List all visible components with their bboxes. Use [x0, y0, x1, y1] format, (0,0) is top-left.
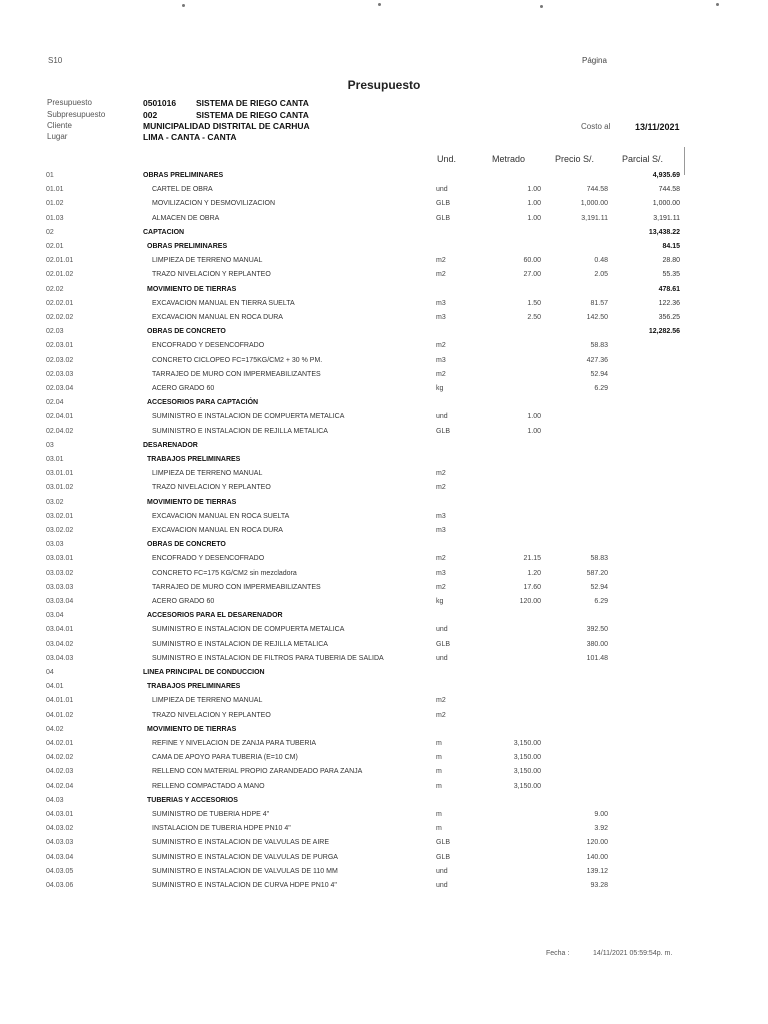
row-precio: 93.28 — [590, 882, 608, 889]
row-description: TRAZO NIVELACION Y REPLANTEO — [152, 271, 271, 279]
row-description: TRAZO NIVELACION Y REPLANTEO — [152, 711, 271, 719]
row-unit: m — [436, 740, 442, 747]
table-row — [0, 215, 768, 228]
row-item-code: 03.02 — [46, 498, 64, 506]
row-item-code: 02.03.01 — [46, 342, 74, 350]
row-unit: m — [436, 754, 442, 762]
table-row — [0, 854, 768, 867]
row-metrado: 27.00 — [523, 271, 541, 279]
row-description: LIMPIEZA DE TERRENO MANUAL — [152, 470, 263, 478]
row-description: RELLENO COMPACTADO A MANO — [152, 782, 265, 790]
row-unit: GLB — [436, 200, 451, 208]
row-parcial: 13,438.22 — [648, 228, 680, 236]
table-row — [0, 669, 768, 682]
row-description: EXCAVACION MANUAL EN ROCA SUELTA — [152, 512, 290, 520]
scan-dot — [540, 5, 543, 8]
table-row — [0, 754, 768, 767]
table-row — [0, 740, 768, 753]
table-row — [0, 641, 768, 654]
row-unit: m2 — [436, 257, 446, 265]
table-row — [0, 286, 768, 299]
row-description: EXCAVACION MANUAL EN ROCA DURA — [152, 527, 283, 534]
row-description: ENCOFRADO Y DESENCOFRADO — [152, 342, 265, 350]
costo-label: Costo al — [581, 122, 611, 131]
row-unit: und — [436, 413, 448, 421]
table-row — [0, 399, 768, 412]
row-metrado: 3,150.00 — [513, 782, 541, 790]
row-description: ALMACEN DE OBRA — [152, 214, 220, 222]
row-item-code: 03.03.01 — [46, 555, 74, 563]
row-item-code: 03.01.02 — [46, 484, 74, 492]
row-item-code: 04.03.05 — [46, 867, 74, 875]
row-description: MOVIMIENTO DE TIERRAS — [147, 498, 237, 506]
row-item-code: 04.02.03 — [46, 768, 74, 776]
row-precio: 587.20 — [586, 569, 608, 577]
scan-dot — [378, 3, 381, 6]
row-parcial: 55.35 — [662, 271, 680, 279]
row-description: TUBERIAS Y ACCESORIOS — [147, 796, 238, 804]
page-title: Presupuesto — [347, 78, 421, 92]
row-description: ACERO GRADO 60 — [152, 385, 215, 392]
row-parcial: 3,191.11 — [653, 214, 680, 222]
row-description: ENCOFRADO Y DESENCOFRADO — [152, 555, 265, 563]
row-item-code: 03.03.04 — [46, 598, 74, 605]
row-item-code: 02.04 — [46, 399, 64, 407]
row-item-code: 02.01.01 — [46, 257, 74, 265]
table-row — [0, 768, 768, 781]
row-description: REFINE Y NIVELACION DE ZANJA PARA TUBERIA — [152, 740, 317, 747]
row-metrado: 1.00 — [527, 214, 541, 222]
row-description: SUMINISTRO E INSTALACION DE REJILLA METALICA — [152, 427, 328, 435]
row-unit: m — [436, 825, 442, 833]
row-description: LIMPIEZA DE TERRENO MANUAL — [152, 697, 263, 705]
table-row — [0, 172, 768, 185]
row-item-code: 04.03.06 — [46, 882, 74, 889]
row-item-code: 03.04.03 — [46, 654, 74, 662]
table-row — [0, 371, 768, 384]
row-description: SUMINISTRO E INSTALACION DE VALVULAS DE 110 MM — [152, 867, 338, 875]
row-metrado: 1.00 — [527, 186, 541, 194]
row-precio: 9.00 — [594, 811, 608, 818]
row-item-code: 04.03.02 — [46, 825, 74, 833]
column-header-metrado: Metrado — [492, 154, 526, 164]
row-item-code: 02.03.04 — [46, 385, 74, 392]
row-unit: m — [436, 782, 442, 790]
row-metrado: 21.15 — [523, 555, 541, 563]
row-item-code: 04.02 — [46, 725, 64, 733]
row-unit: und — [436, 626, 448, 634]
row-item-code: 01.01 — [46, 186, 64, 194]
table-row — [0, 456, 768, 469]
row-description: TARRAJEO DE MURO CON IMPERMEABILIZANTES — [152, 583, 321, 591]
row-item-code: 03.04.02 — [46, 640, 74, 648]
row-item-code: 02.03.03 — [46, 370, 74, 378]
row-item-code: 03 — [46, 441, 54, 449]
table-row — [0, 612, 768, 625]
cliente-label: Cliente — [47, 121, 72, 130]
row-item-code: 04.03.04 — [46, 853, 74, 861]
row-description: MOVIMIENTO DE TIERRAS — [147, 725, 237, 733]
row-description: CAPTACION — [143, 228, 185, 236]
row-item-code: 04.01.01 — [46, 697, 74, 705]
row-metrado: 1.00 — [527, 427, 541, 435]
row-metrado: 3,150.00 — [513, 754, 541, 762]
row-item-code: 02.01.02 — [46, 271, 74, 279]
table-row — [0, 513, 768, 526]
row-metrado: 120.00 — [519, 598, 541, 605]
row-unit: m3 — [436, 512, 446, 520]
lugar-label: Lugar — [47, 132, 68, 141]
row-precio: 120.00 — [586, 839, 608, 847]
software-label: S10 — [48, 56, 63, 65]
row-precio: 3.92 — [594, 825, 608, 833]
row-description: SUMINISTRO E INSTALACION DE COMPUERTA METALICA — [152, 413, 345, 421]
table-row — [0, 328, 768, 341]
row-unit: m2 — [436, 271, 446, 279]
row-parcial: 1,000.00 — [652, 200, 680, 208]
presupuesto-label: Presupuesto — [47, 98, 92, 107]
row-item-code: 02.01 — [46, 243, 64, 250]
row-description: ACERO GRADO 60 — [152, 598, 215, 605]
table-row — [0, 825, 768, 838]
table-row — [0, 598, 768, 611]
row-metrado: 3,150.00 — [513, 768, 541, 776]
table-row — [0, 200, 768, 213]
row-precio: 2.05 — [594, 271, 608, 279]
row-description: SUMINISTRO E INSTALACION DE COMPUERTA METALICA — [152, 626, 345, 634]
table-row — [0, 697, 768, 710]
row-unit: m2 — [436, 370, 446, 378]
row-unit: kg — [436, 598, 444, 605]
row-precio: 427.36 — [586, 356, 608, 364]
row-description: CONCRETO FC=175 KG/CM2 sin mezcladora — [152, 569, 297, 577]
table-row — [0, 655, 768, 668]
subpresupuesto-code: 002 — [143, 110, 158, 120]
row-unit: m — [436, 811, 442, 818]
row-precio: 139.12 — [586, 867, 608, 875]
row-unit: GLB — [436, 214, 451, 222]
table-row — [0, 570, 768, 583]
row-item-code: 04.03.01 — [46, 811, 74, 818]
table-row — [0, 413, 768, 426]
table-row — [0, 342, 768, 355]
presupuesto-code: 0501016 — [143, 98, 177, 108]
row-unit: m2 — [436, 342, 446, 350]
row-item-code: 03.01.01 — [46, 470, 74, 478]
row-unit: m2 — [436, 484, 446, 492]
row-item-code: 04.03 — [46, 796, 64, 804]
table-row — [0, 882, 768, 895]
row-item-code: 03.04.01 — [46, 626, 74, 634]
fecha-label: Fecha : — [546, 950, 570, 957]
row-description: MOVIMIENTO DE TIERRAS — [147, 285, 237, 293]
table-row — [0, 484, 768, 497]
row-item-code: 04.02.04 — [46, 782, 74, 790]
row-precio: 744.58 — [586, 186, 608, 194]
table-row — [0, 257, 768, 270]
table-row — [0, 229, 768, 242]
table-row — [0, 385, 768, 398]
row-precio: 52.94 — [590, 583, 608, 591]
row-item-code: 02.02.01 — [46, 299, 74, 307]
row-description: ACCESORIOS PARA EL DESARENADOR — [147, 612, 283, 620]
column-header-precio: Precio S/. — [555, 154, 595, 164]
row-unit: m2 — [436, 583, 446, 591]
row-description: TRABAJOS PRELIMINARES — [147, 683, 241, 691]
row-metrado: 1.00 — [527, 200, 541, 208]
table-row — [0, 442, 768, 455]
row-item-code: 02.03 — [46, 328, 64, 336]
row-unit: m3 — [436, 527, 446, 534]
row-item-code: 04.01 — [46, 683, 64, 691]
table-row — [0, 683, 768, 696]
row-metrado: 60.00 — [523, 257, 541, 265]
row-item-code: 03.02.02 — [46, 527, 74, 534]
row-description: SUMINISTRO E INSTALACION DE FILTROS PARA TUBERIA DE SALIDA — [152, 654, 384, 662]
table-row — [0, 712, 768, 725]
row-parcial: 356.25 — [658, 314, 680, 321]
row-precio: 380.00 — [586, 640, 608, 648]
row-item-code: 02.04.02 — [46, 427, 74, 435]
row-unit: m2 — [436, 697, 446, 705]
row-precio: 142.50 — [586, 314, 608, 321]
row-item-code: 04.02.02 — [46, 754, 74, 762]
row-unit: m3 — [436, 314, 446, 321]
table-row — [0, 243, 768, 256]
table-row — [0, 783, 768, 796]
row-item-code: 04.02.01 — [46, 740, 74, 747]
row-parcial: 12,282.56 — [648, 328, 680, 336]
row-unit: GLB — [436, 640, 451, 648]
row-item-code: 02.02 — [46, 285, 64, 293]
row-unit: und — [436, 867, 448, 875]
row-metrado: 2.50 — [527, 314, 541, 321]
table-row — [0, 839, 768, 852]
row-description: EXCAVACION MANUAL EN TIERRA SUELTA — [152, 299, 295, 307]
row-description: MOVILIZACION Y DESMOVILIZACION — [152, 200, 276, 208]
row-item-code: 02.04.01 — [46, 413, 74, 421]
row-precio: 392.50 — [586, 626, 608, 634]
row-parcial: 744.58 — [658, 186, 680, 194]
column-header-parcial: Parcial S/. — [622, 154, 664, 164]
row-unit: GLB — [436, 853, 451, 861]
row-item-code: 01.03 — [46, 214, 64, 222]
table-row — [0, 555, 768, 568]
row-description: TARRAJEO DE MURO CON IMPERMEABILIZANTES — [152, 370, 321, 378]
row-description: LIMPIEZA DE TERRENO MANUAL — [152, 257, 263, 265]
table-row — [0, 626, 768, 639]
costo-date: 13/11/2021 — [635, 122, 680, 132]
subpresupuesto-label: Subpresupuesto — [47, 110, 106, 119]
subpresupuesto-name: SISTEMA DE RIEGO CANTA — [196, 110, 309, 120]
column-divider — [684, 147, 685, 175]
table-row — [0, 357, 768, 370]
row-item-code: 02.02.02 — [46, 314, 74, 321]
row-parcial: 28.80 — [662, 257, 680, 265]
table-row — [0, 428, 768, 441]
row-parcial: 478.61 — [658, 285, 680, 293]
table-row — [0, 797, 768, 810]
row-item-code: 03.03 — [46, 541, 64, 549]
row-item-code: 02.03.02 — [46, 356, 74, 364]
row-unit: und — [436, 882, 448, 889]
row-description: OBRAS PRELIMINARES — [143, 172, 224, 179]
row-description: OBRAS DE CONCRETO — [147, 328, 226, 336]
row-item-code: 03.04 — [46, 612, 64, 620]
row-parcial: 122.36 — [658, 299, 680, 307]
row-unit: GLB — [436, 427, 451, 435]
row-description: SUMINISTRO E INSTALACION DE REJILLA METALICA — [152, 640, 328, 648]
table-row — [0, 584, 768, 597]
row-description: SUMINISTRO E INSTALACION DE VALVULAS DE AIRE — [152, 839, 329, 847]
row-unit: GLB — [436, 839, 451, 847]
table-row — [0, 868, 768, 881]
table-row — [0, 527, 768, 540]
row-item-code: 04.01.02 — [46, 711, 74, 719]
row-description: LINEA PRINCIPAL DE CONDUCCION — [143, 669, 265, 676]
row-description: SUMINISTRO DE TUBERIA HDPE 4" — [152, 811, 270, 818]
row-description: CARTEL DE OBRA — [152, 186, 213, 194]
column-header-und: Und. — [437, 154, 457, 164]
cliente-name: MUNICIPALIDAD DISTRITAL DE CARHUA — [143, 121, 310, 131]
row-precio: 81.57 — [590, 299, 608, 307]
table-row — [0, 186, 768, 199]
row-unit: m3 — [436, 299, 446, 307]
row-precio: 140.00 — [586, 853, 608, 861]
row-unit: m3 — [436, 569, 446, 577]
row-precio: 3,191.11 — [581, 214, 608, 222]
table-row — [0, 499, 768, 512]
row-metrado: 1.00 — [527, 413, 541, 421]
table-row — [0, 271, 768, 284]
row-precio: 6.29 — [594, 385, 608, 392]
table-row — [0, 470, 768, 483]
row-unit: m3 — [436, 356, 446, 364]
row-description: OBRAS DE CONCRETO — [147, 541, 226, 549]
row-item-code: 04 — [46, 669, 54, 676]
table-row — [0, 726, 768, 739]
row-description: TRAZO NIVELACION Y REPLANTEO — [152, 484, 271, 492]
row-item-code: 01.02 — [46, 200, 64, 208]
row-unit: m2 — [436, 555, 446, 563]
row-description: TRABAJOS PRELIMINARES — [147, 456, 241, 463]
table-row — [0, 314, 768, 327]
row-unit: m — [436, 768, 442, 776]
row-description: RELLENO CON MATERIAL PROPIO ZARANDEADO PARA ZANJA — [152, 768, 363, 776]
table-row — [0, 300, 768, 313]
scan-dot — [716, 3, 719, 6]
row-item-code: 01 — [46, 172, 54, 179]
fecha-value: 14/11/2021 05:59:54p. m. — [593, 950, 673, 957]
row-description: ACCESORIOS PARA CAPTACIÓN — [147, 399, 259, 407]
row-description: INSTALACION DE TUBERIA HDPE PN10 4" — [152, 825, 291, 833]
row-item-code: 03.03.02 — [46, 569, 74, 577]
row-unit: und — [436, 654, 448, 662]
table-row — [0, 541, 768, 554]
row-metrado: 1.20 — [527, 569, 541, 577]
row-precio: 6.29 — [594, 598, 608, 605]
row-parcial: 4,935.69 — [652, 172, 680, 179]
row-precio: 1,000.00 — [580, 200, 608, 208]
row-item-code: 03.01 — [46, 456, 64, 463]
row-precio: 52.94 — [590, 370, 608, 378]
row-item-code: 03.02.01 — [46, 512, 74, 520]
row-unit: und — [436, 186, 448, 194]
row-description: SUMINISTRO E INSTALACION DE VALVULAS DE PURGA — [152, 853, 338, 861]
row-precio: 101.48 — [586, 654, 608, 662]
row-item-code: 04.03.03 — [46, 839, 74, 847]
row-unit: m2 — [436, 711, 446, 719]
scan-dot — [182, 4, 185, 7]
presupuesto-name: SISTEMA DE RIEGO CANTA — [196, 98, 309, 108]
row-precio: 58.83 — [590, 555, 608, 563]
row-precio: 0.48 — [594, 257, 608, 265]
table-row — [0, 811, 768, 824]
row-metrado: 17.60 — [523, 583, 541, 591]
row-description: CAMA DE APOYO PARA TUBERIA (E=10 CM) — [152, 754, 298, 762]
row-description: CONCRETO CICLOPEO FC=175KG/CM2 + 30 % PM. — [152, 356, 323, 364]
row-parcial: 84.15 — [662, 243, 680, 250]
row-precio: 58.83 — [590, 342, 608, 350]
row-item-code: 02 — [46, 228, 54, 236]
row-metrado: 3,150.00 — [513, 740, 541, 747]
lugar-name: LIMA - CANTA - CANTA — [143, 132, 237, 142]
row-unit: kg — [436, 385, 444, 392]
row-description: SUMINISTRO E INSTALACION DE CURVA HDPE PN10 4" — [152, 882, 337, 889]
row-unit: m2 — [436, 470, 446, 478]
page-label: Página — [582, 56, 607, 65]
row-metrado: 1.50 — [527, 299, 541, 307]
row-description: DESARENADOR — [143, 441, 198, 449]
row-description: EXCAVACION MANUAL EN ROCA DURA — [152, 314, 283, 321]
row-item-code: 03.03.03 — [46, 583, 74, 591]
row-description: OBRAS PRELIMINARES — [147, 243, 228, 250]
